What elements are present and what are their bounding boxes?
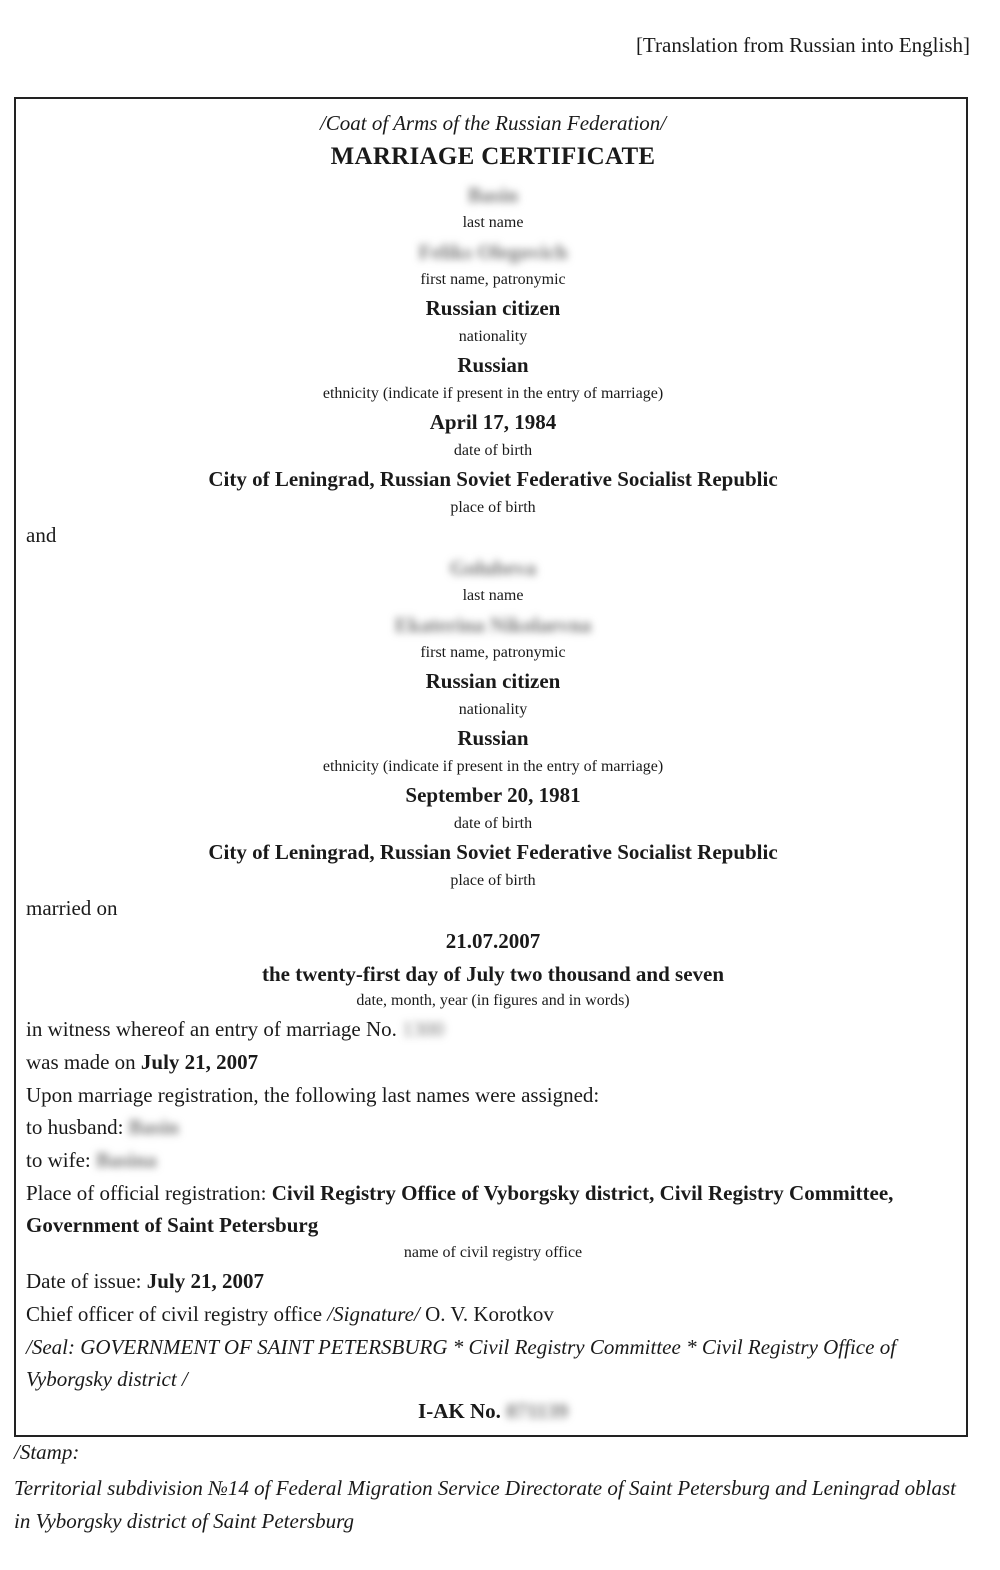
wife-ethnicity-label: ethnicity (indicate if present in the entry of marriage) (322, 758, 664, 775)
made-on-date: July 21, 2007 (140, 1050, 259, 1074)
certificate-title: MARRIAGE CERTIFICATE (330, 143, 656, 170)
wife-last-name-label: last name (462, 587, 524, 604)
wife-name-line: to wife: Basina (26, 1148, 157, 1172)
entry-number: 1300 (402, 1017, 445, 1041)
husband-ethnicity: Russian (457, 353, 529, 377)
wife-pob: City of Leningrad, Russian Soviet Federative Socialist Republic (208, 840, 778, 864)
issue-date-line: Date of issue: July 21, 2007 (26, 1269, 264, 1293)
husband-dob-label: date of birth (453, 442, 533, 459)
husband-name-line: to husband: Basin (26, 1115, 179, 1139)
and-text: and (26, 523, 57, 547)
wife-new-name: Basina (95, 1148, 157, 1172)
husband-nationality: Russian citizen (425, 296, 561, 320)
translation-note: [Translation from Russian into English] (635, 33, 970, 57)
wife-ethnicity: Russian (457, 726, 529, 750)
assigned-names-line: Upon marriage registration, the following last names were assigned: (26, 1083, 600, 1107)
husband-first-name: Feliks Olegovich (418, 240, 568, 264)
wife-pob-label: place of birth (450, 872, 536, 889)
place-value: Civil Registry Office of Vyborgsky district, Civil Registry Committee, Government of Saint Petersburg (26, 1181, 894, 1237)
seal-text: /Seal: GOVERNMENT OF SAINT PETERSBURG * Civil Registry Committee * Civil Registry Office of Vyborgsky district / (26, 1335, 897, 1391)
issue-date: July 21, 2007 (146, 1269, 264, 1293)
serial-line: I-AK No. 871139 (418, 1399, 568, 1423)
married-on-text: married on (26, 896, 118, 920)
husband-dob: April 17, 1984 (429, 410, 557, 434)
certificate-frame (14, 97, 968, 1437)
serial-number: 871139 (506, 1399, 568, 1423)
made-on-line: was made on July 21, 2007 (26, 1050, 259, 1074)
husband-last-name-label: last name (462, 214, 524, 231)
wife-nationality: Russian citizen (425, 669, 561, 693)
husband-last-name: Basin (467, 183, 519, 207)
entry-line: in witness whereof an entry of marriage No. 1300 (26, 1017, 445, 1041)
stamp-text: Territorial subdivision №14 of Federal Migration Service Directorate of Saint Petersburg and Leningrad oblast in Vyborgsky district of Saint Petersburg (14, 1476, 957, 1533)
wife-dob-label: date of birth (453, 815, 533, 832)
husband-new-name: Basin (128, 1115, 179, 1139)
husband-ethnicity-label: ethnicity (indicate if present in the entry of marriage) (322, 385, 664, 402)
husband-nationality-label: nationality (458, 328, 528, 345)
husband-pob-label: place of birth (450, 499, 536, 516)
coat-of-arms-caption: /Coat of Arms of the Russian Federation/ (319, 111, 667, 135)
place-of-registration: Place of official registration: Civil Registry Office of Vyborgsky district, Civil Registry Committee, Government of Saint Petersburg (26, 1181, 894, 1237)
wife-first-name: Ekaterina Nikolaevna (394, 613, 592, 637)
wife-nationality-label: nationality (458, 701, 528, 718)
marriage-date-figures: 21.07.2007 (445, 929, 541, 953)
chief-name: O. V. Korotkov (425, 1302, 554, 1326)
chief-officer-line: Chief officer of civil registry office /Signature/ O. V. Korotkov (26, 1302, 554, 1326)
place-label: name of civil registry office (403, 1244, 583, 1261)
wife-dob: September 20, 1981 (405, 783, 581, 807)
wife-last-name: Golubeva (449, 556, 537, 580)
marriage-date-words: the twenty-first day of July two thousand and seven (261, 962, 725, 986)
signature-note: /Signature/ (327, 1302, 420, 1326)
stamp-label: /Stamp: (14, 1440, 80, 1464)
husband-first-name-label: first name, patronymic (420, 271, 566, 288)
wife-first-name-label: first name, patronymic (420, 644, 566, 661)
marriage-date-label: date, month, year (in figures and in words) (356, 992, 630, 1009)
husband-pob: City of Leningrad, Russian Soviet Federative Socialist Republic (208, 467, 778, 491)
